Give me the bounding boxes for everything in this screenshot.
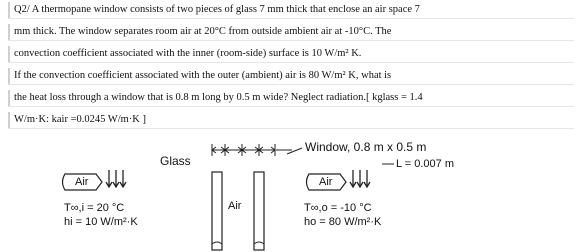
glass-label: Glass (160, 154, 191, 168)
problem-line: mm thick. The window separates room air at 20°C from outside ambient air at -10°C. The (8, 24, 574, 41)
problem-line: the heat loss through a window that is 0.8 m long by 0.5 m wide? Neglect radiation.[ kglass = 1.4 (8, 90, 574, 107)
window-leader-line (287, 148, 302, 154)
diagram-drawing (0, 140, 576, 252)
window-size-label: Window, 0.8 m x 0.5 m (305, 140, 427, 154)
inner-convection-coefficient: hi = 10 W/m²·K (64, 216, 138, 228)
outer-glass-pane (254, 172, 264, 250)
inner-temperature: T∞,i = 20 °C (64, 202, 125, 214)
thickness-label: L = 0.007 m (396, 158, 454, 170)
room-air-label: Air (75, 176, 89, 188)
room-flow-arrows (106, 170, 126, 187)
ambient-air-label: Air (319, 176, 333, 188)
thermopane-diagram (0, 140, 576, 252)
outer-temperature: T∞,o = -10 °C (304, 202, 372, 214)
outer-convection-coefficient: ho = 80 W/m²·K (304, 216, 382, 228)
problem-line: convection coefficient associated with the inner (room-side) surface is 10 W/m² K. (8, 46, 574, 63)
ambient-flow-arrows (350, 170, 370, 187)
gap-air-label: Air (228, 200, 242, 212)
inner-glass-pane (212, 172, 222, 250)
problem-line: If the convection coefficient associated with the outer (ambient) air is 80 W/m² K, what is (8, 68, 574, 85)
problem-line: W/m·K: kair =0.0245 W/m·K ] (8, 112, 574, 129)
thickness-dimensions (212, 144, 292, 156)
problem-line: Q2/ A thermopane window consists of two pieces of glass 7 mm thick that enclose an air space 7 (8, 2, 574, 19)
